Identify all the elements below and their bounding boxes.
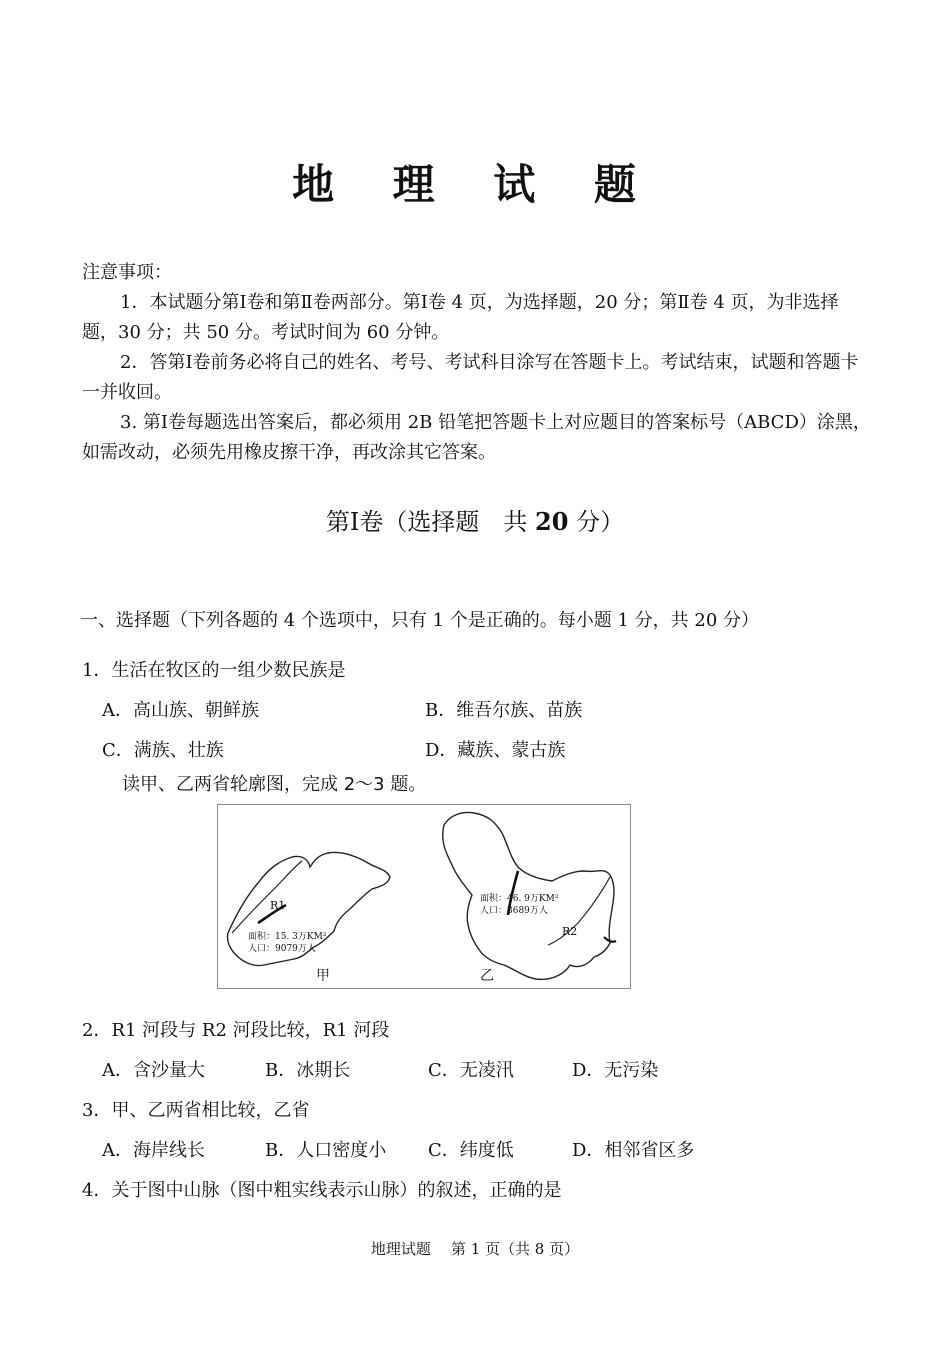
volume-prefix: 第Ⅰ卷（选择题 共	[325, 508, 536, 536]
question-2-option-b: B．冰期长	[265, 1060, 351, 1081]
question-1-option-c: C．满族、壮族	[102, 740, 224, 761]
question-1-option-d: D．藏族、蒙古族	[425, 740, 566, 761]
province-outline-svg	[218, 805, 630, 988]
question-1-option-b: B．维吾尔族、苗族	[425, 700, 583, 721]
volume-score: 20	[535, 507, 569, 536]
jia-province-label: 甲	[316, 968, 330, 984]
footer-subject: 地理试题	[370, 1240, 431, 1258]
yi-river-label: R2	[562, 925, 578, 938]
question-1-stem: 1．生活在牧区的一组少数民族是	[82, 660, 346, 681]
question-2-option-d: D．无污染	[572, 1060, 659, 1081]
question-2-option-c: C．无凌汛	[428, 1060, 514, 1081]
page-footer	[0, 1238, 950, 1259]
volume-suffix: 分）	[568, 508, 625, 536]
river-r2-line	[548, 877, 610, 945]
notice-item-2: 2．答第Ⅰ卷前务必将自己的姓名、考号、考试科目涂写在答题卡上。考试结束，试题和答题卡一并收回。	[82, 352, 859, 403]
notice-heading: 注意事项：	[82, 262, 172, 283]
yi-province-label: 乙	[480, 968, 494, 984]
jia-population-label: 人口：9079万人	[248, 944, 316, 954]
page-title: 地 理 试 题	[292, 160, 658, 209]
notice-item-3: 3. 第Ⅰ卷每题选出答案后，都必须用 2B 铅笔把答题卡上对应题目的答案标号（ABCD）涂黑，如需改动，必须先用橡皮擦干净，再改涂其它答案。	[82, 412, 871, 463]
question-3-option-b: B．人口密度小	[265, 1140, 387, 1161]
province-outline-map	[217, 804, 631, 989]
yi-area-label: 面积：46. 9万KM²	[480, 894, 559, 904]
question-2-option-a: A．含沙量大	[102, 1060, 205, 1081]
question-3-option-a: A．海岸线长	[102, 1140, 205, 1161]
footer-page-number: 第 1 页（共 8 页）	[450, 1240, 580, 1258]
question-3-option-c: C．纬度低	[428, 1140, 514, 1161]
question-3-stem: 3．甲、乙两省相比较，乙省	[82, 1100, 310, 1121]
question-2-stem: 2．R1 河段与 R2 河段比较，R1 河段	[82, 1020, 390, 1041]
question-1-option-a: A．高山族、朝鲜族	[102, 700, 259, 721]
jia-area-label: 面积：15. 3万KM²	[248, 932, 327, 942]
question-3-option-d: D．相邻省区多	[572, 1140, 695, 1161]
section-heading: 一、选择题（下列各题的 4 个选项中，只有 1 个是正确的。每小题 1 分，共 20 分）	[80, 610, 760, 631]
yi-population-label: 人口：3689万人	[480, 906, 548, 916]
volume-heading	[0, 502, 950, 537]
question-4-stem: 4．关于图中山脉（图中粗实线表示山脉）的叙述，正确的是	[82, 1180, 562, 1201]
notice-item-1: 1．本试题分第Ⅰ卷和第Ⅱ卷两部分。第Ⅰ卷 4 页，为选择题，20 分；第Ⅱ卷 4 页，为非选择题，30 分；共 50 分。考试时间为 60 分钟。	[82, 292, 839, 343]
jia-river-label: R1	[270, 899, 286, 912]
reading-instruction: 读甲、乙两省轮廓图，完成 2～3 题。	[122, 774, 427, 795]
